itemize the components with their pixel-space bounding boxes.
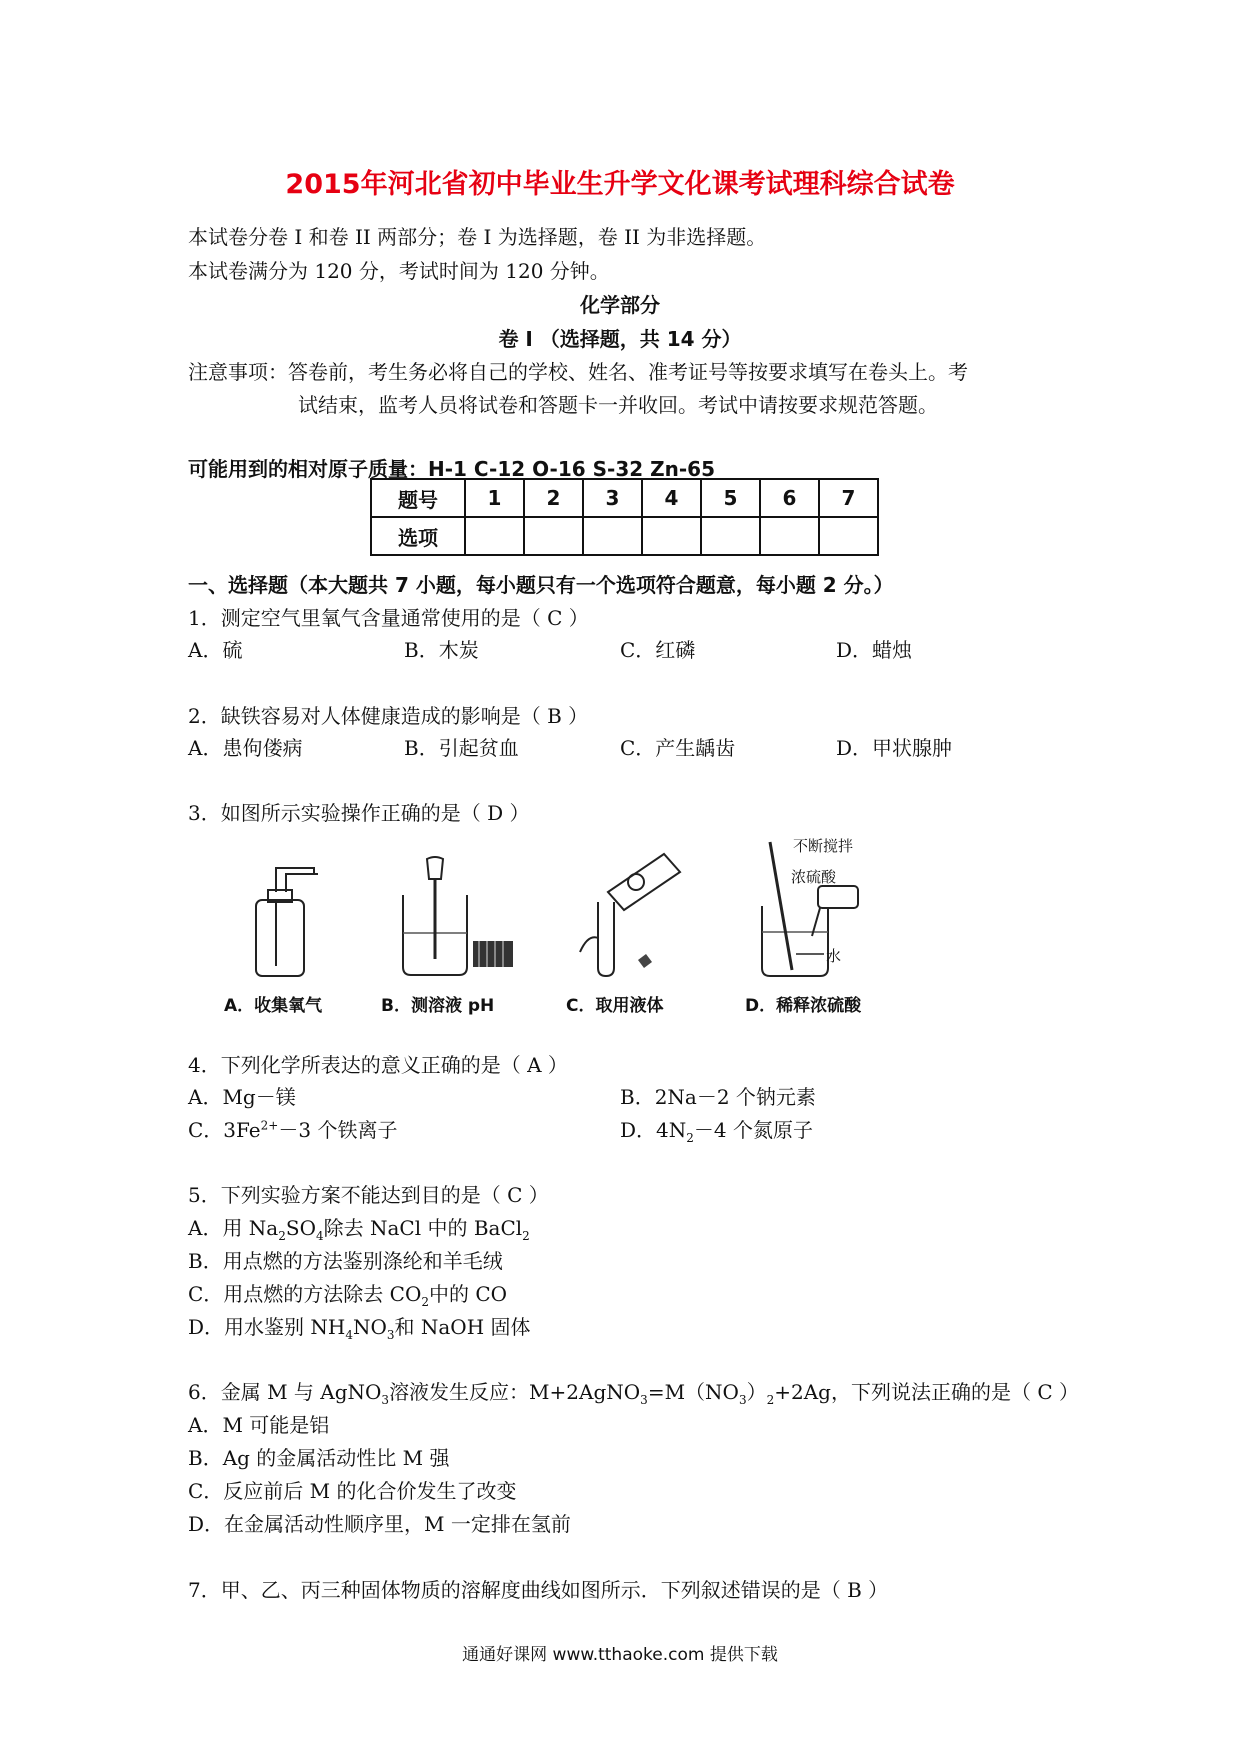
q6-s2: 3 <box>640 1393 648 1407</box>
q5d-s1: 4 <box>345 1328 353 1342</box>
fig-label-water: 水 <box>826 947 842 965</box>
figure-caption-c: C．取用液体 <box>566 996 664 1016</box>
q5a-s1: 2 <box>278 1229 286 1243</box>
answer-table-number: 3 <box>583 479 642 517</box>
notice-line-1: 注意事项：答卷前，考生务必将自己的学校、姓名、准考证号等按要求填写在卷头上。考 <box>188 360 968 384</box>
question-4-stem: 4．下列化学所表达的意义正确的是（ A ） <box>188 1053 568 1077</box>
q6-pre: 6．金属 M 与 AgNO <box>188 1380 382 1404</box>
q4d-pre: D．4N <box>620 1118 687 1142</box>
q5d-s2: 3 <box>386 1328 395 1342</box>
q5d-pre: D．用水鉴别 NH <box>188 1315 346 1339</box>
footer: 通通好课网 www.tthaoke.com 提供下载 <box>462 1645 778 1665</box>
figure-a-gas-bottle <box>240 862 320 982</box>
question-6-option-d: D．在金属活动性顺序里，M 一定排在氢前 <box>188 1512 571 1536</box>
question-6-option-a: A．M 可能是铝 <box>188 1413 330 1437</box>
question-5-option-b: B．用点燃的方法鉴别涤纶和羊毛绒 <box>188 1249 503 1273</box>
question-2-option-c: C．产生龋齿 <box>620 736 736 760</box>
figure-caption-b: B．测溶液 pH <box>381 996 495 1016</box>
question-1-option-a: A．硫 <box>188 638 243 662</box>
volume-title: 卷 I （选择题，共 14 分） <box>498 327 742 351</box>
question-3-stem: 3．如图所示实验操作正确的是（ D ） <box>188 801 530 825</box>
intro-line-1: 本试卷分卷 I 和卷 II 两部分；卷 I 为选择题，卷 II 为非选择题。 <box>188 225 767 249</box>
notice-line-2: 试结束，监考人员将试卷和答题卡一并收回。考试中请按要求规范答题。 <box>298 393 938 417</box>
answer-table-number: 7 <box>819 479 878 517</box>
answer-table-row2-label: 选项 <box>371 517 465 555</box>
question-1-option-c: C．红磷 <box>620 638 696 662</box>
q5a-s2: 4 <box>315 1229 324 1243</box>
figure-caption-d: D．稀释浓硫酸 <box>745 996 862 1016</box>
q6-s3: 3 <box>738 1393 747 1407</box>
question-5-option-d <box>188 1311 531 1342</box>
answer-table-choice-row <box>371 517 878 555</box>
atomic-mass: 可能用到的相对原子质量：H-1 C-12 O-16 S-32 Zn-65 <box>188 457 715 481</box>
fig-label-stir: 不断搅拌 <box>793 837 854 855</box>
answer-table <box>370 478 879 556</box>
answer-cell[interactable] <box>465 517 524 555</box>
q6-mid: 溶液发生反应：M+2AgNO <box>389 1380 641 1404</box>
q5a-mid: SO <box>285 1216 316 1240</box>
q6-mid2: =M（NO <box>647 1380 739 1404</box>
q5d-mid: NO <box>352 1315 387 1339</box>
q5a-pre: A．用 Na <box>188 1216 279 1240</box>
q5c-s1: 2 <box>421 1295 429 1309</box>
q4c-pre: C．3Fe <box>188 1118 261 1142</box>
q5d-post: 和 NaOH 固体 <box>394 1315 531 1339</box>
q4c-sup: 2+ <box>260 1118 279 1133</box>
answer-cell[interactable] <box>524 517 583 555</box>
question-2-option-d: D．甲状腺肿 <box>836 736 953 760</box>
question-4-option-a: A．Mg－镁 <box>188 1085 296 1109</box>
figure-b-ph-test <box>395 855 515 982</box>
question-6-stem <box>188 1376 1079 1407</box>
answer-cell[interactable] <box>760 517 819 555</box>
answer-cell[interactable] <box>642 517 701 555</box>
question-2-option-a: A．患佝偻病 <box>188 736 303 760</box>
q4d-sub: 2 <box>686 1131 694 1145</box>
q6-mid3: ） <box>746 1380 767 1404</box>
answer-table-header-row <box>371 479 878 517</box>
q5c-post: 中的 CO <box>429 1282 508 1306</box>
q6-s1: 3 <box>381 1393 390 1407</box>
question-4-option-b: B．2Na－2 个钠元素 <box>620 1085 816 1109</box>
answer-cell[interactable] <box>819 517 878 555</box>
question-2-stem: 2．缺铁容易对人体健康造成的影响是（ B ） <box>188 704 589 728</box>
figure-d-dilute-acid <box>752 836 862 982</box>
answer-table-number: 1 <box>465 479 524 517</box>
part-heading: 一、选择题（本大题共 7 小题，每小题只有一个选项符合题意，每小题 2 分。） <box>188 573 894 597</box>
question-1-option-b: B．木炭 <box>404 638 479 662</box>
figure-caption-a: A．收集氧气 <box>224 996 323 1016</box>
question-5-option-c <box>188 1278 507 1309</box>
answer-table-number: 2 <box>524 479 583 517</box>
answer-table-row1-label: 题号 <box>371 479 465 517</box>
q4d-post: －4 个氮原子 <box>693 1118 813 1142</box>
question-4-option-c <box>188 1114 397 1143</box>
question-5-stem: 5．下列实验方案不能达到目的是（ C ） <box>188 1183 549 1207</box>
q6-s4: 2 <box>766 1393 775 1407</box>
q5a-mid2: 除去 NaCl 中的 BaCl <box>323 1216 523 1240</box>
section-title: 化学部分 <box>580 293 660 317</box>
answer-table-number: 5 <box>701 479 760 517</box>
question-2-option-b: B．引起贫血 <box>404 736 519 760</box>
question-6-option-b: B．Ag 的金属活动性比 M 强 <box>188 1446 450 1470</box>
answer-table-number: 4 <box>642 479 701 517</box>
q4c-post: －3 个铁离子 <box>278 1118 398 1142</box>
fig-label-acid: 浓硫酸 <box>791 868 837 886</box>
answer-table-number: 6 <box>760 479 819 517</box>
answer-cell[interactable] <box>701 517 760 555</box>
q5c-pre: C．用点燃的方法除去 CO <box>188 1282 422 1306</box>
intro-line-2: 本试卷满分为 120 分，考试时间为 120 分钟。 <box>188 259 610 283</box>
question-1-option-d: D．蜡烛 <box>836 638 913 662</box>
question-5-option-a <box>188 1212 530 1243</box>
q5a-s3: 2 <box>522 1229 530 1243</box>
question-6-option-c: C．反应前后 M 的化合价发生了改变 <box>188 1479 517 1503</box>
q6-post: +2Ag，下列说法正确的是（ C ） <box>774 1380 1079 1404</box>
figure-c-pour-liquid <box>568 842 688 982</box>
question-1-stem: 1．测定空气里氧气含量通常使用的是（ C ） <box>188 606 589 630</box>
question-7-stem: 7．甲、乙、丙三种固体物质的溶解度曲线如图所示．下列叙述错误的是（ B ） <box>188 1578 889 1602</box>
page-title: 2015年河北省初中毕业生升学文化课考试理科综合试卷 <box>285 169 955 200</box>
answer-cell[interactable] <box>583 517 642 555</box>
question-4-option-d <box>620 1114 813 1145</box>
